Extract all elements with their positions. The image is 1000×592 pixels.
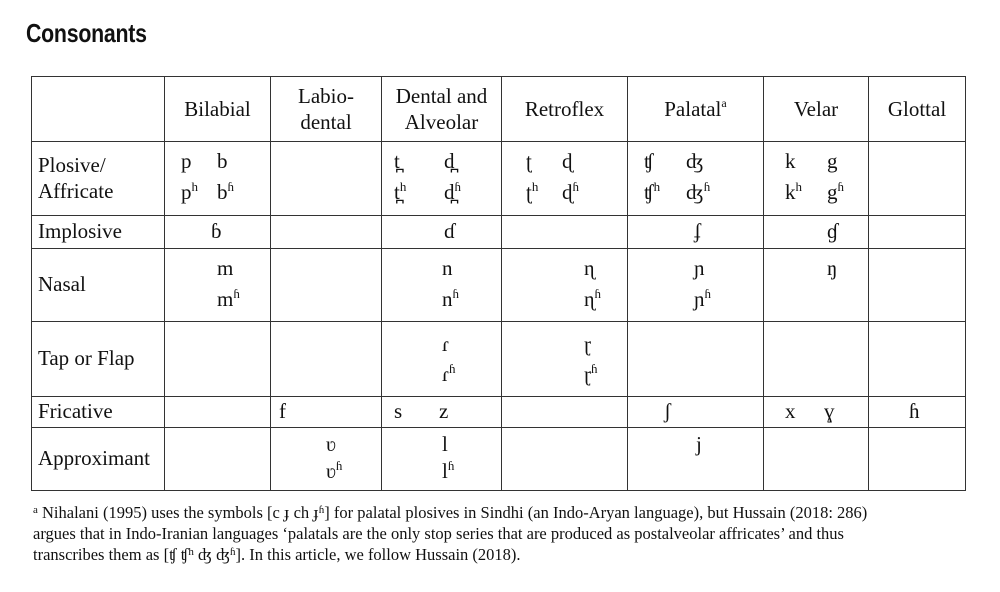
cell-tap-retroflex — [502, 322, 628, 397]
symbol: ʈ$^h$ — [526, 179, 539, 204]
cell-tap-velar — [764, 322, 869, 397]
col-palatal: Palatal$^a$ — [628, 77, 764, 142]
symbol: $k^h$ — [785, 179, 802, 204]
symbol: ɾ — [442, 332, 449, 356]
col-retroflex: Retroflex — [502, 77, 628, 142]
symbol: j — [696, 432, 702, 456]
symbol: ɳ$^ɦ$ — [584, 286, 601, 311]
row-tap — [32, 322, 966, 397]
cell-approximant-retroflex — [502, 428, 628, 491]
symbol: ɲ$^ɦ$ — [694, 286, 711, 311]
cell-fricative-glottal — [869, 397, 966, 428]
cell-tap-bilabial — [165, 322, 271, 397]
cell-approximant-velar — [764, 428, 869, 491]
cell-tap-dental — [382, 322, 502, 397]
cell-fricative-dental — [382, 397, 502, 428]
symbol: ɠ — [827, 219, 838, 243]
corner-cell — [32, 77, 165, 142]
row-plosive — [32, 142, 966, 216]
cell-fricative-bilabial — [165, 397, 271, 428]
cell-nasal-glottal — [869, 249, 966, 322]
row-label-nasal: Nasal — [32, 249, 165, 322]
cell-tap-glottal — [869, 322, 966, 397]
cell-approximant-labiodental — [271, 428, 382, 491]
cell-plosive-glottal — [869, 142, 966, 216]
symbol: g — [827, 149, 838, 173]
cell-nasal-palatal — [628, 249, 764, 322]
symbol: ʋ — [326, 432, 336, 456]
cell-fricative-labiodental — [271, 397, 382, 428]
header-row — [32, 77, 966, 142]
section-title: Consonants — [26, 18, 147, 48]
cell-nasal-dental — [382, 249, 502, 322]
col-bilabial: Bilabial — [165, 77, 271, 142]
symbol: x — [785, 399, 796, 423]
row-label-fricative: Fricative — [32, 397, 165, 428]
cell-implosive-velar — [764, 216, 869, 249]
symbol: ɦ — [909, 399, 920, 423]
symbol: ɓ — [211, 219, 222, 243]
cell-approximant-glottal — [869, 428, 966, 491]
footnote-marker: a — [33, 504, 38, 516]
row-approximant — [32, 428, 966, 491]
symbol: d̪ — [444, 149, 455, 173]
symbol: ɗ — [444, 219, 455, 243]
cell-implosive-palatal — [628, 216, 764, 249]
symbol: s — [394, 399, 403, 423]
col-dental-alveolar: Dental and Alveolar — [382, 77, 502, 142]
symbol: $n^ɦ$ — [442, 286, 459, 311]
cell-plosive-bilabial — [165, 142, 271, 216]
row-label-implosive: Implosive — [32, 216, 165, 249]
symbol: ɽ — [584, 332, 591, 356]
cell-approximant-bilabial — [165, 428, 271, 491]
col-labiodental: Labio- dental — [271, 77, 382, 142]
cell-plosive-palatal — [628, 142, 764, 216]
footnote: $^a$ Nihalani (1995) uses the symbols [c ɟ ch ɟ$^ɦ$] for palatal plosives in Sindhi (an Indo-Aryan language), but Hussain (2018: 286) argues that in Indo-Iranian languages ‘palatals are the only stop series that are produced as postalveolar affricates’ and thus transcribes them as [ʧ ʧ$^h$ ʤ ʤ$^ɦ$]. In this article, we follow Hussain (2018). — [33, 503, 868, 564]
symbol: t̪$^h$ — [394, 179, 407, 204]
cell-plosive-velar — [764, 142, 869, 216]
cell-nasal-velar — [764, 249, 869, 322]
symbol: ʤ — [686, 149, 704, 173]
cell-implosive-glottal — [869, 216, 966, 249]
cell-tap-labiodental — [271, 322, 382, 397]
cell-fricative-velar — [764, 397, 869, 428]
col-velar: Velar — [764, 77, 869, 142]
symbol: z — [439, 399, 449, 423]
cell-implosive-retroflex — [502, 216, 628, 249]
symbol: m — [217, 256, 234, 280]
symbol: f — [279, 399, 286, 423]
symbol: ʈ — [526, 149, 532, 173]
symbol: ʧ — [644, 149, 654, 173]
symbol: ŋ — [827, 256, 838, 280]
symbol: b — [217, 149, 228, 173]
row-fricative — [32, 397, 966, 428]
symbol: $l^ɦ$ — [442, 458, 455, 483]
symbol: ɖ — [562, 149, 573, 173]
symbol: ʋ$^ɦ$ — [326, 458, 343, 483]
cell-nasal-retroflex — [502, 249, 628, 322]
cell-approximant-dental — [382, 428, 502, 491]
symbol: k — [785, 149, 796, 173]
symbol: ɾ$^ɦ$ — [442, 361, 456, 386]
row-label-plosive: Plosive/ Affricate — [32, 142, 165, 216]
symbol: p — [181, 149, 192, 173]
row-implosive — [32, 216, 966, 249]
symbol: ɽ$^ɦ$ — [584, 361, 598, 386]
symbol: ʧ$^h$ — [644, 179, 661, 204]
symbol: ɲ — [694, 256, 705, 280]
row-label-approximant: Approximant — [32, 428, 165, 491]
cell-approximant-palatal — [628, 428, 764, 491]
symbol: ɳ — [584, 256, 595, 280]
cell-plosive-labiodental — [271, 142, 382, 216]
cell-implosive-labiodental — [271, 216, 382, 249]
symbol: ʤ$^ɦ$ — [686, 179, 711, 204]
cell-plosive-dental — [382, 142, 502, 216]
row-label-tap: Tap or Flap — [32, 322, 165, 397]
symbol: l — [442, 432, 448, 456]
col-glottal: Glottal — [869, 77, 966, 142]
symbol: $b^ɦ$ — [217, 179, 234, 204]
symbol: $g^ɦ$ — [827, 179, 844, 204]
cell-fricative-palatal — [628, 397, 764, 428]
symbol: $m^ɦ$ — [217, 286, 240, 311]
cell-nasal-labiodental — [271, 249, 382, 322]
consonant-table — [31, 76, 966, 491]
symbol: d̪$^ɦ$ — [444, 179, 461, 204]
symbol: ɖ$^ɦ$ — [562, 179, 579, 204]
footnote-ref: a — [721, 95, 727, 110]
symbol: ʄ — [694, 219, 701, 243]
cell-implosive-dental — [382, 216, 502, 249]
symbol: t̪ — [394, 149, 400, 173]
cell-fricative-retroflex — [502, 397, 628, 428]
symbol: $p^h$ — [181, 179, 198, 204]
cell-nasal-bilabial — [165, 249, 271, 322]
cell-implosive-bilabial — [165, 216, 271, 249]
symbol: n — [442, 256, 453, 280]
symbol: ʃ — [664, 399, 671, 423]
cell-tap-palatal — [628, 322, 764, 397]
symbol: ɣ — [824, 399, 835, 423]
cell-plosive-retroflex — [502, 142, 628, 216]
row-nasal — [32, 249, 966, 322]
